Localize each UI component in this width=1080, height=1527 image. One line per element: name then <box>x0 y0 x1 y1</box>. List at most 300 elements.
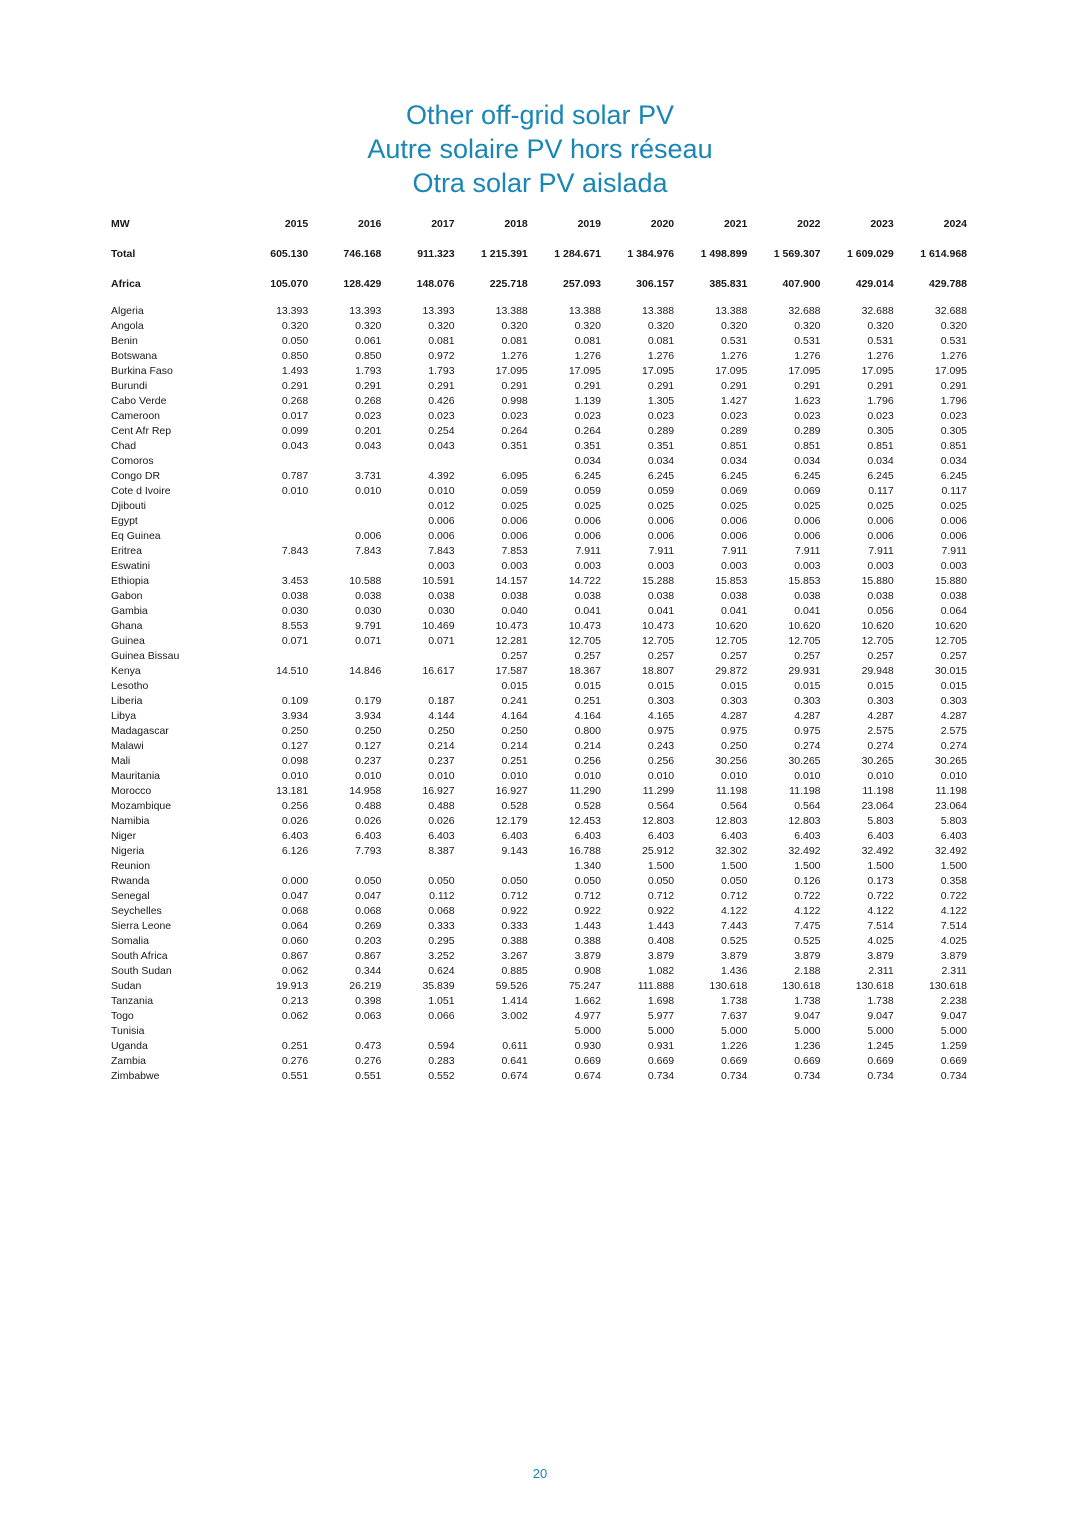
table-cell: 13.393 <box>276 305 309 317</box>
table-cell: 0.081 <box>574 335 601 347</box>
table-cell: 0.081 <box>501 335 528 347</box>
table-cell: 4.122 <box>867 905 894 917</box>
table-cell: 4.392 <box>428 470 455 482</box>
table-cell: 0.237 <box>428 755 455 767</box>
country-row <box>108 634 970 649</box>
table-cell: 0.059 <box>647 485 675 497</box>
table-cell: 0.624 <box>428 965 455 977</box>
table-cell: 0.034 <box>867 455 894 467</box>
country-row <box>108 619 970 634</box>
table-cell: 17.095 <box>788 365 821 377</box>
table-cell: 5.000 <box>794 1025 821 1037</box>
row-label: Burundi <box>111 380 148 392</box>
table-cell: 32.688 <box>788 305 821 317</box>
table-cell: 0.908 <box>574 965 601 977</box>
table-cell: 0.250 <box>355 725 382 737</box>
page-title-spanish: Otra solar PV aislada <box>412 168 668 198</box>
table-cell <box>311 499 384 514</box>
table-cell: 0.243 <box>647 740 675 752</box>
country-row <box>108 859 970 874</box>
table-cell: 0.030 <box>355 605 382 617</box>
table-cell: 0.127 <box>355 740 382 752</box>
table-cell: 0.320 <box>355 320 382 332</box>
table-cell: 1.276 <box>501 350 528 362</box>
table-cell: 1.276 <box>794 350 821 362</box>
table-cell: 0.026 <box>355 815 382 827</box>
table-cell: 13.388 <box>568 305 601 317</box>
table-cell: 0.333 <box>501 920 528 932</box>
table-cell: 0.064 <box>940 605 967 617</box>
table-cell: 0.256 <box>647 755 675 767</box>
table-cell: 2.311 <box>868 965 894 977</box>
country-row <box>108 544 970 559</box>
country-row <box>108 904 970 919</box>
table-cell: 7.843 <box>428 545 455 557</box>
table-cell: 17.095 <box>642 365 675 377</box>
table-cell: 0.257 <box>647 650 675 662</box>
table-cell: 0.043 <box>355 440 382 452</box>
table-cell <box>311 514 384 529</box>
table-cell: 0.038 <box>794 590 821 602</box>
row-label: Rwanda <box>111 875 150 887</box>
table-cell: 19.913 <box>276 980 309 992</box>
table-cell: 0.062 <box>281 1010 309 1022</box>
table-cell: 3.731 <box>355 470 382 482</box>
table-cell: 4.287 <box>867 710 894 722</box>
year-header: 2017 <box>431 218 455 230</box>
table-cell: 0.333 <box>428 920 455 932</box>
country-row <box>108 964 970 979</box>
table-cell: 407.900 <box>782 278 821 290</box>
row-label: Ethiopia <box>111 575 149 587</box>
table-cell: 306.157 <box>636 278 675 290</box>
table-cell: 4.025 <box>867 935 894 947</box>
table-cell: 0.358 <box>940 875 967 887</box>
table-cell: 0.006 <box>647 530 675 542</box>
table-cell: 0.276 <box>355 1055 382 1067</box>
table-cell: 0.488 <box>428 800 455 812</box>
table-cell: 32.492 <box>861 845 894 857</box>
table-cell: 0.214 <box>574 740 601 752</box>
table-cell: 4.164 <box>501 710 528 722</box>
table-cell: 0.050 <box>721 875 748 887</box>
table-cell: 0.041 <box>721 605 748 617</box>
table-cell: 16.617 <box>422 665 455 677</box>
table-cell: 0.931 <box>647 1040 675 1052</box>
table-cell: 4.287 <box>794 710 821 722</box>
table-cell: 0.066 <box>428 1010 455 1022</box>
row-label: Congo DR <box>111 470 161 482</box>
table-cell: 10.588 <box>349 575 382 587</box>
table-cell: 0.251 <box>574 695 601 707</box>
table-cell: 0.291 <box>794 380 821 392</box>
table-cell: 17.587 <box>495 665 528 677</box>
year-header: 2024 <box>943 218 967 230</box>
table-cell: 0.295 <box>428 935 455 947</box>
table-cell: 0.010 <box>355 770 382 782</box>
table-cell: 0.291 <box>647 380 675 392</box>
country-row <box>108 799 970 814</box>
table-cell: 0.025 <box>501 500 528 512</box>
table-cell: 6.245 <box>647 470 675 482</box>
table-cell: 0.320 <box>867 320 894 332</box>
year-header: 2021 <box>723 218 748 230</box>
row-label: Gambia <box>111 605 148 617</box>
table-cell: 0.712 <box>574 890 601 902</box>
table-cell: 30.265 <box>861 755 894 767</box>
table-cell: 3.453 <box>281 575 309 587</box>
table-cell: 0.276 <box>281 1055 309 1067</box>
country-row <box>108 454 970 469</box>
table-cell: 0.264 <box>574 425 601 437</box>
table-cell: 4.164 <box>574 710 601 722</box>
table-cell: 1.623 <box>794 395 821 407</box>
table-cell: 0.047 <box>281 890 309 902</box>
row-label: Benin <box>111 335 138 347</box>
table-cell: 0.291 <box>721 380 748 392</box>
table-cell: 7.911 <box>721 545 748 557</box>
table-cell: 16.927 <box>495 785 528 797</box>
table-cell: 13.393 <box>349 305 382 317</box>
country-row <box>108 1054 970 1069</box>
table-cell: 0.250 <box>281 725 309 737</box>
table-cell: 111.888 <box>637 980 675 992</box>
table-cell: 2.311 <box>941 965 967 977</box>
table-cell: 0.291 <box>281 380 309 392</box>
table-cell: 9.047 <box>867 1010 894 1022</box>
table-cell: 0.975 <box>794 725 821 737</box>
table-cell: 0.081 <box>428 335 455 347</box>
year-header: 2022 <box>797 218 821 230</box>
table-cell: 3.934 <box>281 710 309 722</box>
table-cell: 6.403 <box>940 830 967 842</box>
table-cell: 0.015 <box>647 680 675 692</box>
table-cell: 0.012 <box>428 500 455 512</box>
table-cell: 1.051 <box>428 995 455 1007</box>
table-cell <box>311 649 384 664</box>
table-cell: 0.050 <box>428 875 455 887</box>
table-cell: 0.026 <box>428 815 455 827</box>
table-cell: 0.851 <box>940 440 967 452</box>
country-row <box>108 769 970 784</box>
table-cell: 5.803 <box>867 815 894 827</box>
table-cell: 12.705 <box>788 635 821 647</box>
table-cell: 0.885 <box>501 965 528 977</box>
country-row <box>108 499 970 514</box>
row-label: Somalia <box>111 935 149 947</box>
table-cell: 1 614.968 <box>920 248 967 260</box>
table-cell: 1.500 <box>647 860 675 872</box>
table-cell: 0.800 <box>574 725 601 737</box>
row-label: Eswatini <box>111 560 151 572</box>
table-cell: 2.238 <box>940 995 967 1007</box>
table-cell: 0.023 <box>355 410 382 422</box>
row-label: Eq Guinea <box>111 530 161 542</box>
table-cell: 0.023 <box>501 410 528 422</box>
row-label: Total <box>111 248 136 260</box>
table-cell: 0.291 <box>501 380 528 392</box>
table-cell: 1 384.976 <box>627 248 675 260</box>
row-label: Namibia <box>111 815 150 827</box>
country-row <box>108 739 970 754</box>
table-cell: 1.082 <box>647 965 675 977</box>
country-row <box>108 469 970 484</box>
table-cell: 0.201 <box>355 425 382 437</box>
table-cell: 0.010 <box>281 485 309 497</box>
table-cell: 6.245 <box>794 470 821 482</box>
table-cell: 0.972 <box>428 350 455 362</box>
table-cell: 0.241 <box>501 695 528 707</box>
table-cell: 0.320 <box>501 320 528 332</box>
table-cell: 0.006 <box>794 530 821 542</box>
table-cell: 0.010 <box>940 770 967 782</box>
country-row <box>108 994 970 1009</box>
table-cell: 0.071 <box>281 635 309 647</box>
table-cell: 0.041 <box>794 605 821 617</box>
table-cell: 0.034 <box>574 455 601 467</box>
table-cell: 0.047 <box>355 890 382 902</box>
table-cell: 30.256 <box>715 755 748 767</box>
table-cell: 0.712 <box>501 890 528 902</box>
country-row <box>108 604 970 619</box>
page-title-block <box>0 98 1080 200</box>
table-cell: 0.006 <box>501 515 528 527</box>
row-label: South Sudan <box>111 965 172 977</box>
table-cell: 746.168 <box>343 248 382 260</box>
table-cell: 0.006 <box>647 515 675 527</box>
table-cell: 0.251 <box>281 1040 309 1052</box>
table-cell: 0.257 <box>867 650 894 662</box>
table-cell: 4.122 <box>721 905 748 917</box>
table-cell: 0.010 <box>355 485 382 497</box>
country-row <box>108 439 970 454</box>
table-cell: 0.023 <box>794 410 821 422</box>
table-cell: 0.098 <box>281 755 309 767</box>
table-cell: 0.344 <box>355 965 382 977</box>
table-cell: 3.879 <box>794 950 821 962</box>
table-cell: 0.038 <box>574 590 601 602</box>
table-cell: 0.006 <box>501 530 528 542</box>
table-cell: 0.203 <box>355 935 382 947</box>
table-cell: 0.611 <box>502 1040 528 1052</box>
table-cell: 0.026 <box>281 815 309 827</box>
row-label: Lesotho <box>111 680 149 692</box>
table-cell: 1.226 <box>721 1040 748 1052</box>
table-cell: 0.006 <box>574 530 601 542</box>
table-cell: 6.403 <box>794 830 821 842</box>
table-cell: 16.927 <box>422 785 455 797</box>
table-cell: 0.025 <box>867 500 894 512</box>
table-cell: 0.023 <box>867 410 894 422</box>
table-cell: 0.179 <box>355 695 382 707</box>
table-cell: 7.853 <box>501 545 528 557</box>
table-cell: 0.712 <box>647 890 675 902</box>
table-cell: 6.403 <box>867 830 894 842</box>
table-cell: 0.488 <box>355 800 382 812</box>
country-row <box>108 1069 970 1084</box>
table-cell: 12.705 <box>568 635 601 647</box>
table-cell: 6.403 <box>647 830 675 842</box>
table-cell: 12.803 <box>642 815 675 827</box>
table-cell: 0.291 <box>867 380 894 392</box>
table-cell: 0.010 <box>794 770 821 782</box>
table-cell: 0.320 <box>281 320 309 332</box>
table-cell: 0.003 <box>647 560 675 572</box>
table-cell: 4.977 <box>574 1010 601 1022</box>
table-cell: 605.130 <box>270 248 309 260</box>
table-cell: 0.388 <box>501 935 528 947</box>
table-cell: 0.034 <box>940 455 967 467</box>
table-cell: 0.998 <box>501 395 528 407</box>
row-label: Ghana <box>111 620 143 632</box>
table-cell: 12.705 <box>642 635 675 647</box>
table-cell: 0.017 <box>281 410 309 422</box>
table-cell: 12.179 <box>495 815 528 827</box>
table-cell: 0.038 <box>940 590 967 602</box>
year-header: 2020 <box>650 218 675 230</box>
table-cell: 12.803 <box>788 815 821 827</box>
table-cell: 4.122 <box>940 905 967 917</box>
table-cell: 1.276 <box>647 350 675 362</box>
table-cell: 30.015 <box>934 665 967 677</box>
table-cell: 5.803 <box>940 815 967 827</box>
table-cell: 0.099 <box>281 425 309 437</box>
table-cell: 0.712 <box>721 890 748 902</box>
table-cell: 9.791 <box>355 620 382 632</box>
table-cell <box>238 454 311 469</box>
table-cell <box>311 454 384 469</box>
table-cell: 0.003 <box>721 560 748 572</box>
country-row <box>108 709 970 724</box>
table-cell <box>384 1024 457 1039</box>
table-cell: 0.256 <box>281 800 309 812</box>
table-cell: 4.122 <box>794 905 821 917</box>
table-cell: 0.531 <box>940 335 967 347</box>
table-cell: 0.006 <box>428 530 455 542</box>
table-cell <box>311 859 384 874</box>
table-cell: 15.880 <box>861 575 894 587</box>
table-cell: 1 215.391 <box>481 248 528 260</box>
table-cell: 0.126 <box>794 875 821 887</box>
table-cell: 11.198 <box>715 785 748 797</box>
table-cell: 0.023 <box>647 410 675 422</box>
country-row <box>108 514 970 529</box>
table-cell: 7.514 <box>940 920 967 932</box>
table-cell: 0.320 <box>428 320 455 332</box>
row-label: Egypt <box>111 515 138 527</box>
table-cell: 7.475 <box>794 920 821 932</box>
table-cell: 0.023 <box>940 410 967 422</box>
table-cell: 1 498.899 <box>700 248 748 260</box>
table-cell: 0.023 <box>574 410 601 422</box>
table-cell: 0.254 <box>428 425 455 437</box>
table-cell: 0.006 <box>574 515 601 527</box>
table-cell: 14.958 <box>349 785 382 797</box>
table-cell: 0.006 <box>355 530 382 542</box>
table-cell: 1.500 <box>794 860 821 872</box>
table-cell: 0.010 <box>647 770 675 782</box>
table-cell: 0.531 <box>867 335 894 347</box>
row-label: Chad <box>111 440 137 452</box>
table-cell: 14.157 <box>495 575 528 587</box>
table-cell: 0.268 <box>355 395 382 407</box>
table-cell: 0.015 <box>721 680 748 692</box>
table-cell: 0.006 <box>867 530 894 542</box>
row-label: Togo <box>111 1010 134 1022</box>
table-cell: 0.674 <box>501 1070 528 1082</box>
table-cell: 0.064 <box>281 920 309 932</box>
table-cell: 0.867 <box>355 950 382 962</box>
table-cell: 2.575 <box>867 725 894 737</box>
table-cell: 14.510 <box>276 665 309 677</box>
table-cell: 12.705 <box>715 635 748 647</box>
country-row <box>108 679 970 694</box>
table-cell: 0.851 <box>721 440 748 452</box>
table-cell: 0.351 <box>574 440 601 452</box>
table-cell: 0.320 <box>647 320 675 332</box>
table-cell: 0.034 <box>721 455 748 467</box>
table-cell: 6.403 <box>281 830 309 842</box>
country-row <box>108 394 970 409</box>
table-cell: 0.213 <box>281 995 309 1007</box>
table-cell: 0.041 <box>647 605 675 617</box>
table-cell: 0.351 <box>501 440 528 452</box>
table-cell: 0.303 <box>721 695 748 707</box>
table-cell: 0.669 <box>940 1055 967 1067</box>
table-cell: 0.850 <box>281 350 309 362</box>
row-label: Algeria <box>111 305 144 317</box>
table-cell: 0.922 <box>501 905 528 917</box>
table-cell: 6.403 <box>501 830 528 842</box>
table-cell: 4.165 <box>647 710 675 722</box>
table-cell: 0.015 <box>574 680 601 692</box>
table-cell: 0.734 <box>940 1070 967 1082</box>
capacity-table <box>108 214 970 1084</box>
row-label: Libya <box>111 710 137 722</box>
table-cell: 23.064 <box>934 800 967 812</box>
table-cell: 0.289 <box>647 425 675 437</box>
table-cell: 0.734 <box>794 1070 821 1082</box>
table-cell: 10.469 <box>422 620 455 632</box>
table-cell: 10.473 <box>495 620 528 632</box>
table-cell: 7.911 <box>575 545 601 557</box>
table-cell: 0.038 <box>281 590 309 602</box>
table-cell: 1.259 <box>940 1040 967 1052</box>
table-cell: 257.093 <box>562 278 601 290</box>
table-cell <box>311 679 384 694</box>
table-cell: 7.793 <box>355 845 382 857</box>
table-cell: 0.669 <box>794 1055 821 1067</box>
table-cell: 1.276 <box>574 350 601 362</box>
row-label: Morocco <box>111 785 152 797</box>
table-cell: 1.738 <box>867 995 894 1007</box>
table-cell <box>238 529 311 544</box>
table-cell: 1.698 <box>647 995 675 1007</box>
table-cell: 0.269 <box>355 920 382 932</box>
table-cell: 0.722 <box>794 890 821 902</box>
table-cell: 0.289 <box>721 425 748 437</box>
table-cell: 0.256 <box>574 755 601 767</box>
table-cell: 0.734 <box>721 1070 748 1082</box>
table-cell: 3.879 <box>721 950 748 962</box>
table-cell: 0.669 <box>867 1055 894 1067</box>
table-cell: 0.305 <box>867 425 894 437</box>
table-cell: 3.934 <box>355 710 382 722</box>
table-cell: 6.403 <box>721 830 748 842</box>
table-cell <box>238 859 311 874</box>
table-cell: 0.975 <box>721 725 748 737</box>
table-cell: 7.911 <box>648 545 675 557</box>
